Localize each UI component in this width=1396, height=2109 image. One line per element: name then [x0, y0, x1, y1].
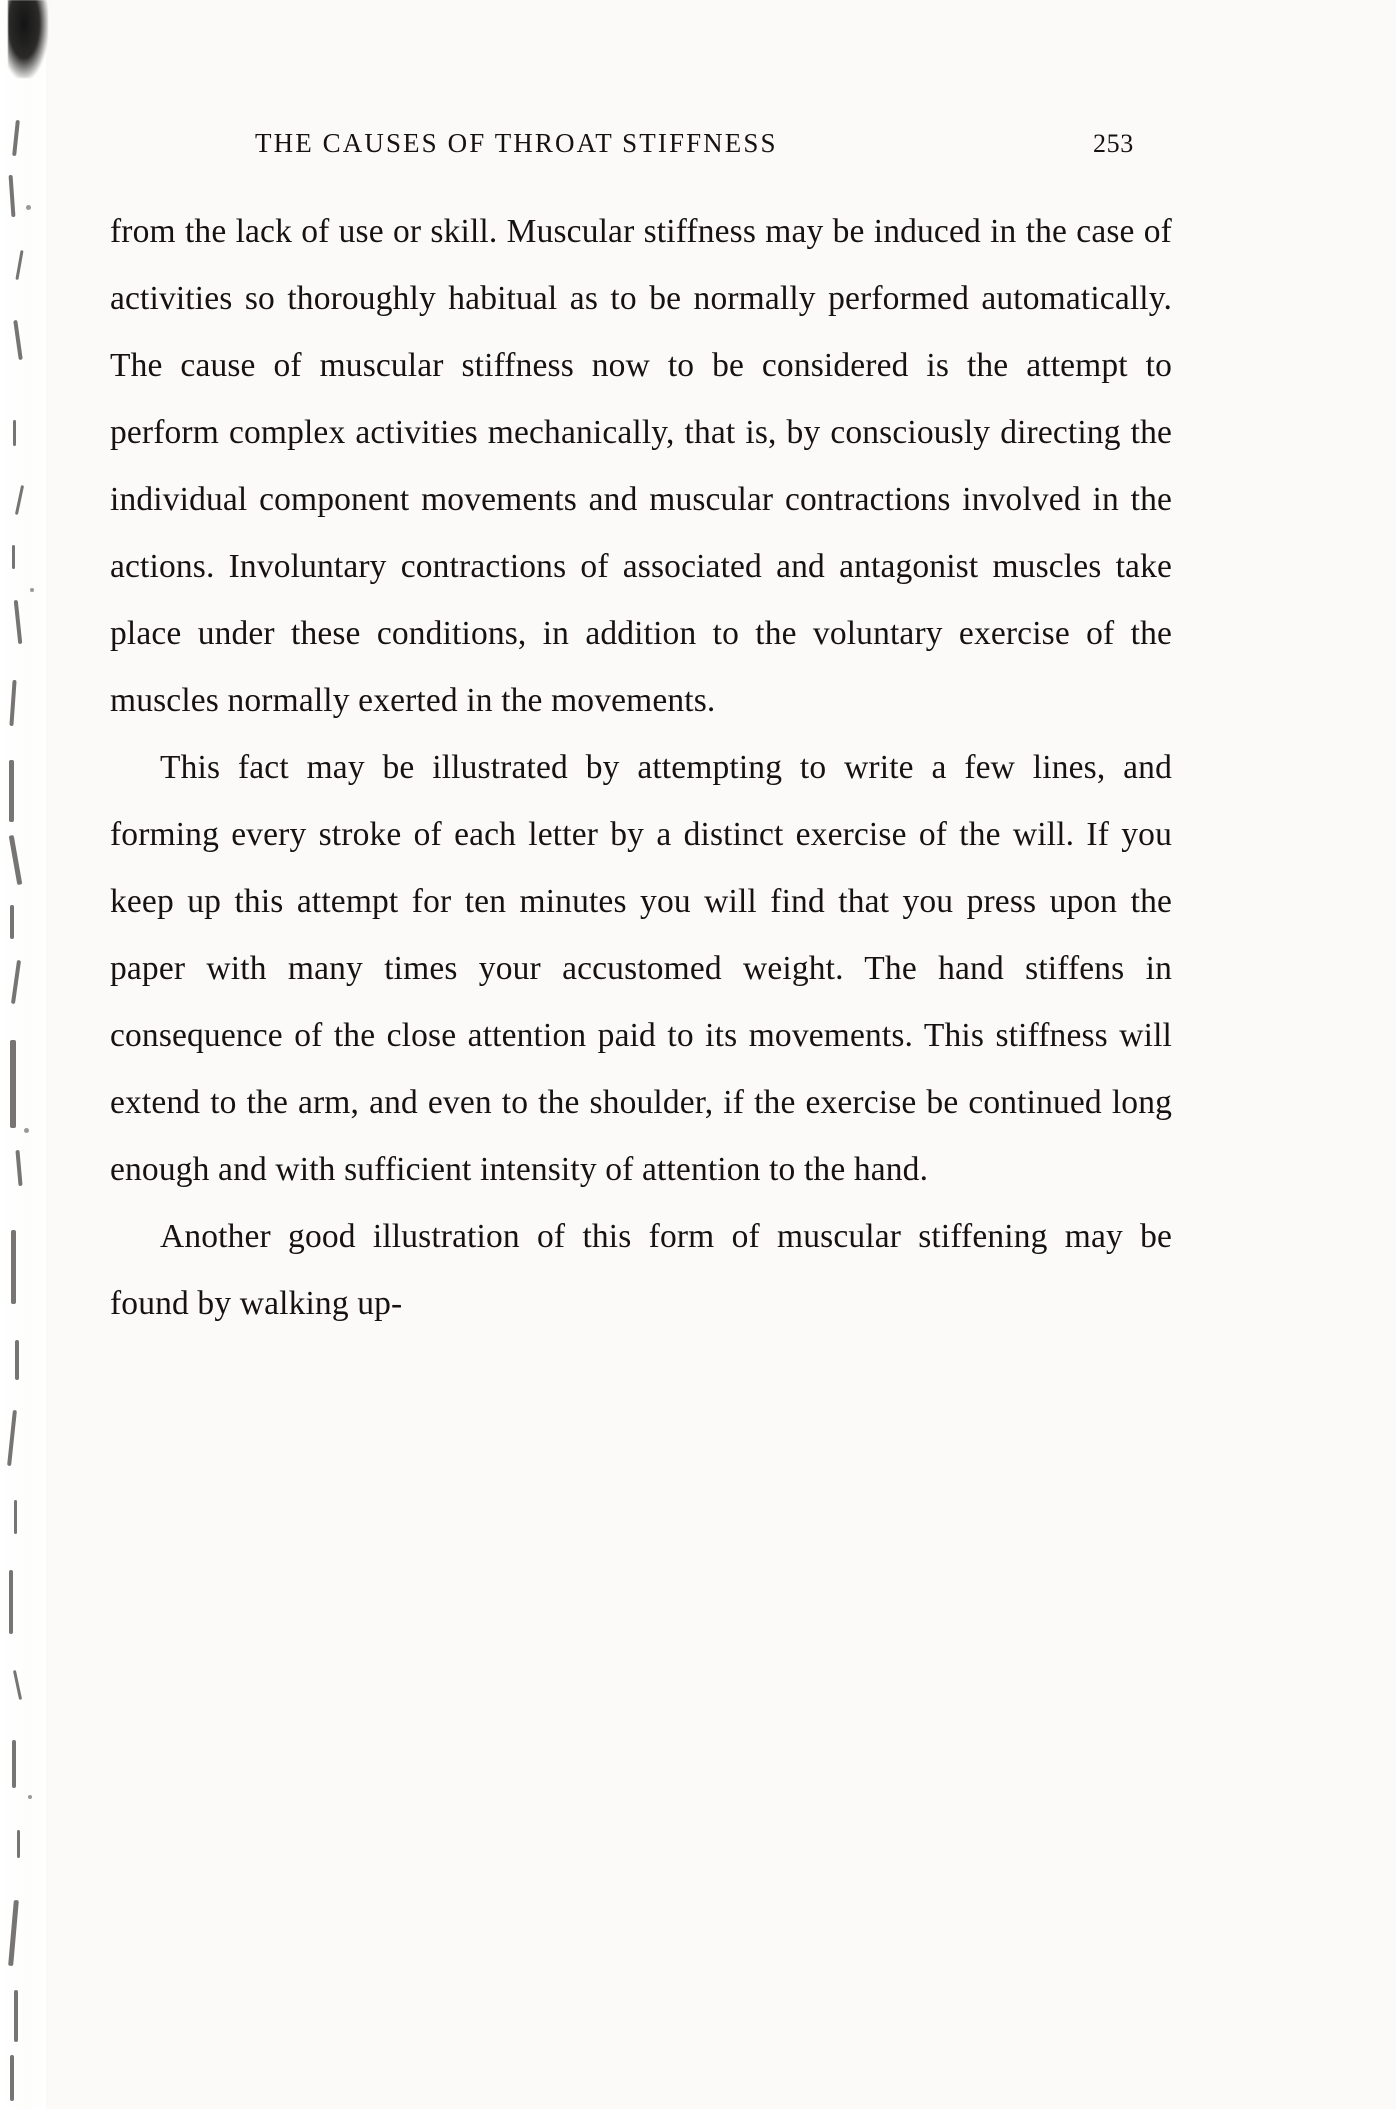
running-head-title: THE CAUSES OF THROAT STIFFNESS: [255, 128, 778, 158]
paragraph-3: Another good illustration of this form of muscular stiffening may be found by walking up-: [110, 1218, 1172, 1322]
running-head: [0, 128, 1396, 162]
body-text: [110, 198, 1172, 1337]
paragraph-1: from the lack of use or skill. Muscular stiffness may be induced in the case of activities so thoroughly habitual as to be normally performed automatically. The cause of muscular stiffness now to be considered is the attempt to perform complex activities mechanically, that is, by consciously directing the individual component movements and muscular contractions involved in the actions. Involuntary contractions of associated and antagonist muscles take place under these conditions, in addition to the voluntary exercise of the muscles normally exerted in the movements.: [110, 213, 1172, 719]
paragraph-2: This fact may be illustrated by attempting to write a few lines, and forming every stroke of each letter by a distinct exercise of the will. If you keep up this attempt for ten minutes you will find that you press upon the paper with many times your accustomed weight. The hand stiffens in consequence of the close attention paid to its movements. This stiffness will extend to the arm, and even to the shoulder, if the exercise be continued long enough and with sufficient intensity of attention to the hand.: [110, 749, 1172, 1188]
scan-edge-artifact: [0, 0, 46, 2109]
page-number: 253: [1093, 129, 1134, 158]
scan-ink-blob: [8, 0, 48, 78]
